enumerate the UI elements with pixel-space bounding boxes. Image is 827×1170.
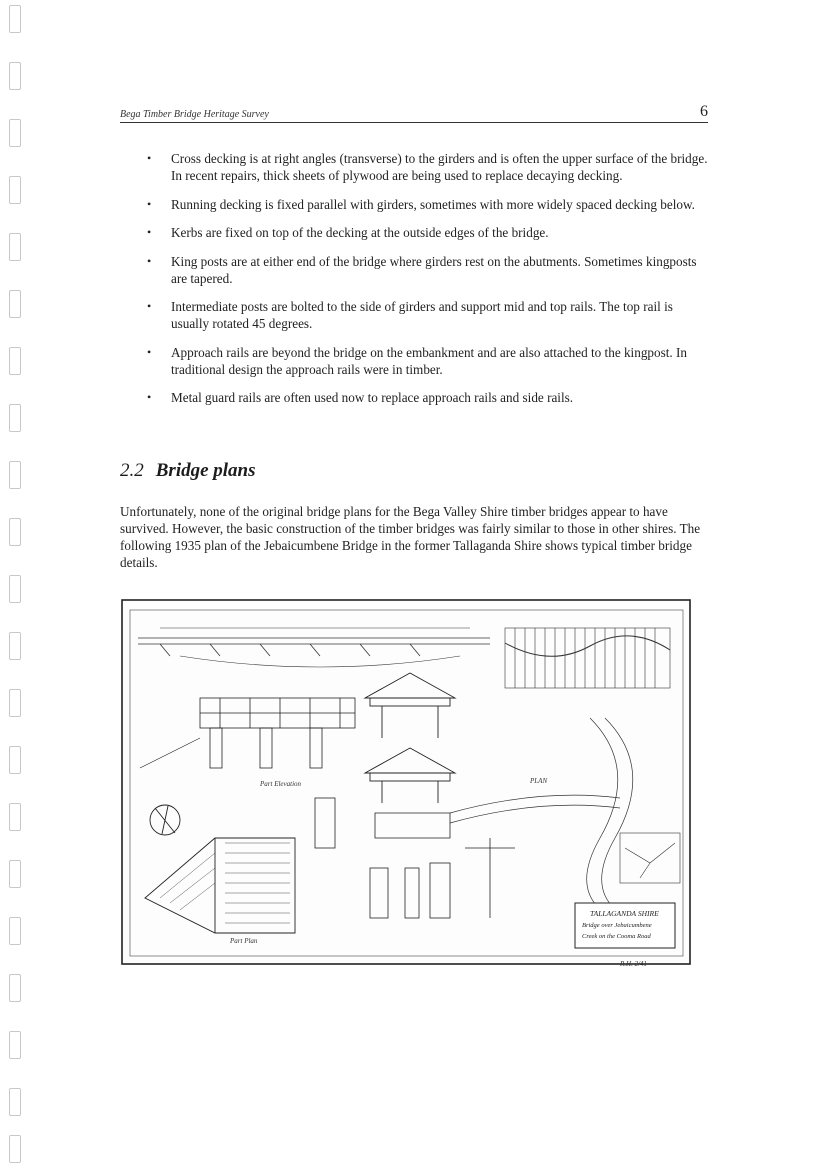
- list-item-text: Approach rails are beyond the bridge on the embankment and are also attached to the kingpost. In traditional design the approach rails were in timber.: [171, 344, 687, 377]
- binding-hole: [9, 347, 21, 375]
- bullet-icon: •: [147, 225, 152, 239]
- list-item: [120, 298, 710, 332]
- list-item-text: Intermediate posts are bolted to the side of girders and support mid and top rails. The top rail is usually rotated 45 degrees.: [171, 299, 673, 331]
- binding-hole: [9, 860, 21, 888]
- plan-label: PLAN: [530, 777, 548, 785]
- binding-hole: [9, 575, 21, 603]
- bullet-icon: •: [147, 299, 152, 313]
- list-item-text: Kerbs are fixed on top of the decking at the outside edges of the bridge.: [171, 225, 549, 240]
- binding-hole: [9, 803, 21, 831]
- body-paragraph: Unfortunately, none of the original bridge plans for the Bega Valley Shire timber bridges appear to have survived. However, the basic construction of the timber bridges was fairly similar to those in other shires. The following 1935 plan of the Jebaicumbene Bridge in the former Tallaganda Shire shows typical timber bridge details.: [120, 504, 701, 570]
- title-block-line3: Creek on the Cooma Road: [582, 933, 651, 940]
- ring-binding: [9, 0, 23, 1170]
- list-item: [120, 344, 710, 378]
- binding-hole: [9, 1088, 21, 1116]
- binding-hole: [9, 233, 21, 261]
- list-item: [120, 224, 710, 241]
- section-heading: [120, 460, 256, 482]
- bullet-icon: •: [147, 253, 152, 268]
- bullet-icon: •: [147, 196, 152, 211]
- page-number: 6: [700, 103, 708, 120]
- binding-hole: [9, 974, 21, 1002]
- part-elevation-label: Part Elevation: [260, 780, 302, 788]
- part-plan-label: Part Plan: [230, 937, 258, 945]
- binding-hole: [9, 119, 21, 147]
- list-item: [120, 253, 710, 287]
- list-item-text: Cross decking is at right angles (transverse) to the girders and is often the upper surface of the bridge. In recent repairs, thick sheets of plywood are being used to replace decaying decking.: [171, 151, 708, 183]
- bridge-plan-drawing: [120, 598, 695, 972]
- binding-hole: [9, 1031, 21, 1059]
- binding-hole: [9, 404, 21, 432]
- list-item: [120, 196, 710, 213]
- section-title: Bridge plans: [155, 460, 256, 481]
- list-item-text: Running decking is fixed parallel with girders, sometimes with more widely spaced decking below.: [171, 196, 695, 212]
- title-block-line1: TALLAGANDA SHIRE: [590, 909, 659, 918]
- binding-hole: [9, 5, 21, 33]
- bullet-icon: •: [147, 390, 152, 404]
- bullet-list: [120, 150, 710, 418]
- list-item-text: Metal guard rails are often used now to replace approach rails and side rails.: [171, 390, 574, 405]
- list-item: [120, 150, 710, 184]
- binding-hole: [9, 461, 21, 489]
- binding-hole: [9, 746, 21, 774]
- drawing-initials: R.H. 2/41: [620, 960, 648, 968]
- binding-hole: [9, 290, 21, 318]
- running-title: Bega Timber Bridge Heritage Survey: [120, 109, 269, 120]
- binding-hole: [9, 62, 21, 90]
- binding-hole: [9, 632, 21, 660]
- binding-hole: [9, 518, 21, 546]
- binding-hole: [9, 689, 21, 717]
- binding-hole: [9, 917, 21, 945]
- list-item: [120, 389, 710, 406]
- binding-hole: [9, 1135, 21, 1163]
- section-number: 2.2: [120, 460, 144, 481]
- bullet-icon: •: [147, 344, 152, 359]
- running-header: [120, 100, 708, 123]
- binding-hole: [9, 176, 21, 204]
- list-item-text: King posts are at either end of the bridge where girders rest on the abutments. Sometimes kingposts are tapered.: [171, 253, 697, 286]
- title-block-line2: Bridge over Jebaicumbene: [582, 922, 652, 929]
- bullet-icon: •: [147, 151, 152, 165]
